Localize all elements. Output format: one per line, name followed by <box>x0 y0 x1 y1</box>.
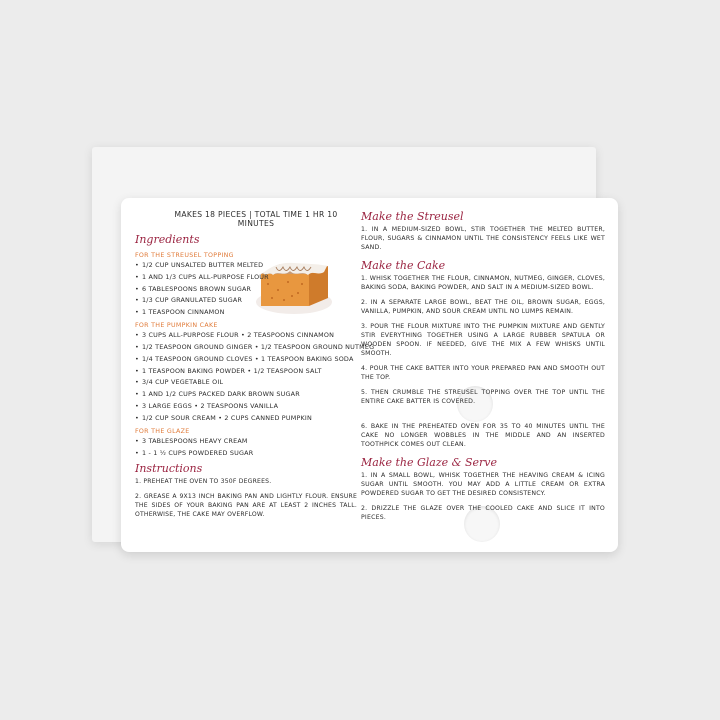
recipe-meta: MAKES 18 PIECES | TOTAL TIME 1 HR 10 MINUTES <box>174 210 338 228</box>
instruction-step: 1. IN A SMALL BOWL, WHISK TOGETHER THE HEAVING CREAM & ICING SUGAR UNTIL SMOOTH. YOU MAY ADD A LITTLE CREAM OR EXTRA POWDERED SUGAR TO GET THE DESIRED CONSISTENCY. <box>361 471 605 497</box>
instruction-step: 3. POUR THE FLOUR MIXTURE INTO THE PUMPKIN MIXTURE AND GENTLY STIR EVERYTHING TOGETHER USING A LARGE RUBBER SPATULA OR WOODEN SPOON. IF NEEDED, GIVE THE MIX A FEW WHISKS UNTIL SMOOTH. <box>361 322 605 357</box>
list-item: • 1/2 CUP SOUR CREAM • 2 CUPS CANNED PUMPKIN <box>135 413 312 422</box>
list-item: • 3 TABLESPOONS HEAVY CREAM <box>135 436 248 445</box>
instruction-step: 4. POUR THE CAKE BATTER INTO YOUR PREPARED PAN AND SMOOTH OUT THE TOP. <box>361 364 605 381</box>
instruction-step: 2. DRIZZLE THE GLAZE OVER THE COOLED CAKE AND SLICE IT INTO PIECES. <box>361 504 605 521</box>
list-item: • 1 AND 1/2 CUPS PACKED DARK BROWN SUGAR <box>135 390 300 399</box>
list-item: • 3 CUPS ALL-PURPOSE FLOUR • 2 TEASPOONS CINNAMON <box>135 331 335 340</box>
glaze-ingredient-list <box>135 438 357 457</box>
list-item: • 3 LARGE EGGS • 2 TEASPOONS VANILLA <box>135 401 279 410</box>
cake-ingredient-list <box>135 331 375 422</box>
list-item: • 1/3 CUP GRANULATED SUGAR <box>135 296 243 305</box>
recipe-card <box>121 198 618 552</box>
right-column <box>361 210 605 529</box>
cake-section-heading: Make the Cake <box>361 258 446 272</box>
instruction-step: 1. WHISK TOGETHER THE FLOUR, CINNAMON, NUTMEG, GINGER, CLOVES, BAKING SODA, BAKING POWDER, AND SALT IN A MEDIUM-SIZED BOWL. <box>361 274 605 291</box>
streusel-ingredient-list <box>135 262 357 316</box>
ingredients-heading: Ingredients <box>135 233 200 246</box>
instruction-step: 2. IN A SEPARATE LARGE BOWL, BEAT THE OIL, BROWN SUGAR, EGGS, VANILLA, PUMPKIN, AND SOUR CREAM UNTIL NO LUMPS REMAIN. <box>361 298 605 315</box>
list-item: • 1/2 TEASPOON GROUND GINGER • 1/2 TEASPOON GROUND NUTMEG <box>135 343 375 352</box>
instruction-step: 5. THEN CRUMBLE THE STREUSEL TOPPING OVER THE TOP UNTIL THE ENTIRE CAKE BATTER IS COVERED. <box>361 388 605 405</box>
streusel-section-heading: Make the Streusel <box>361 210 464 223</box>
glaze-section-heading: Make the Glaze & Serve <box>361 455 497 469</box>
instruction-step: 6. BAKE IN THE PREHEATED OVEN FOR 35 TO 40 MINUTES UNTIL THE CAKE NO LONGER WOBBLES IN THE MIDDLE AND AN INSERTED TOOTHPICK COMES OUT CLEAN. <box>361 422 605 448</box>
instruction-step: 1. IN A MEDIUM-SIZED BOWL, STIR TOGETHER THE MELTED BUTTER, FLOUR, SUGARS & CINNAMON UNTIL THE CONSISTENCY FEELS LIKE WET SAND. <box>361 226 605 251</box>
cake-subheading: FOR THE PUMPKIN CAKE <box>135 322 218 330</box>
list-item: • 1 TEASPOON CINNAMON <box>135 308 225 316</box>
instruction-step: 2. GREASE A 9X13 INCH BAKING PAN AND LIGHTLY FLOUR. ENSURE THE SIDES OF YOUR BAKING PAN ARE AT LEAST 2 INCHES TALL. OTHERWISE, THE CAKE MAY OVERFLOW. <box>135 492 357 518</box>
list-item: • 1 AND 1/3 CUPS ALL-PURPOSE FLOUR <box>135 272 269 281</box>
list-item: • 6 TABLESPOONS BROWN SUGAR <box>135 284 252 293</box>
list-item: • 3/4 CUP VEGETABLE OIL <box>135 378 224 387</box>
glaze-subheading: FOR THE GLAZE <box>135 427 190 435</box>
list-item: • 1 TEASPOON BAKING POWDER • 1/2 TEASPOON SALT <box>135 366 322 375</box>
list-item: • 1/4 TEASPOON GROUND CLOVES • 1 TEASPOON BAKING SODA <box>135 354 354 363</box>
instruction-step: 1. PREHEAT THE OVEN TO 350F DEGREES. <box>135 478 272 486</box>
list-item: • 1 - 1 ½ CUPS POWDERED SUGAR <box>135 448 254 457</box>
list-item: • 1/2 CUP UNSALTED BUTTER MELTED <box>135 261 264 269</box>
streusel-subheading: FOR THE STREUSEL TOPPING <box>135 252 234 259</box>
left-column <box>135 210 375 525</box>
instructions-heading: Instructions <box>135 462 203 476</box>
